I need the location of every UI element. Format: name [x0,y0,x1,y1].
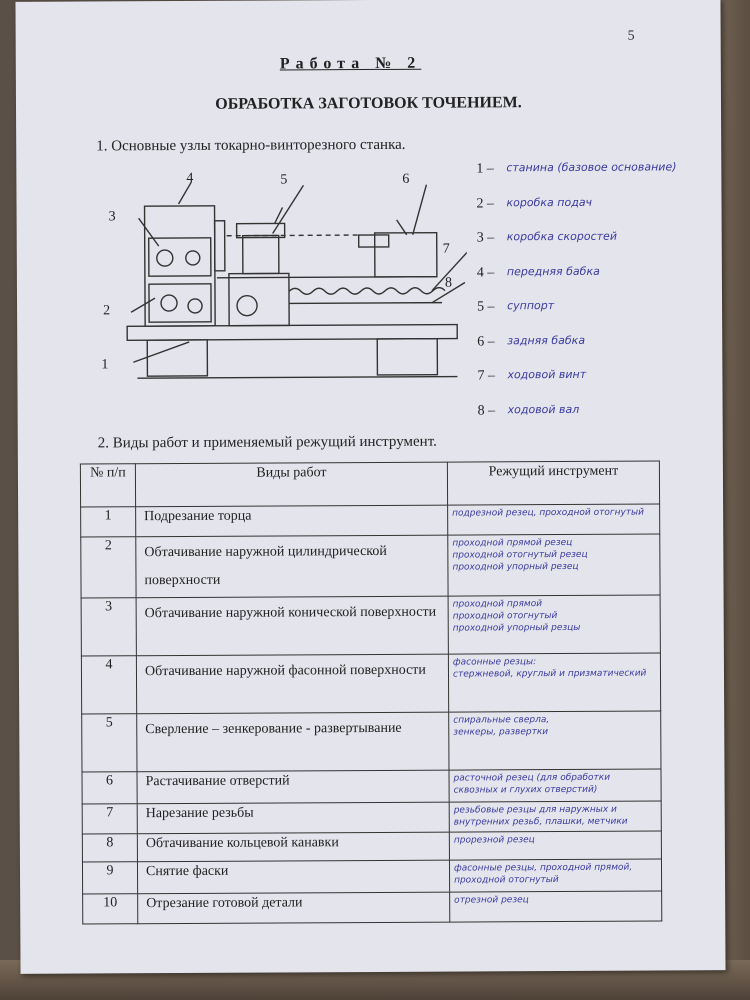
legend-item: 3 – коробка скоростей [476,229,617,246]
diagram-label-3: 3 [108,209,116,225]
table-row: 1 Подрезание торца подрезной резец, проходной отогнутый [81,504,660,537]
legend-item: 1 – станина (базовое основание) [476,160,677,177]
legend-item: 4 – передняя бабка [476,264,600,280]
table-row: 3 Обтачивание наружной конической поверхности проходной прямой проходной отогнутый проходной упорный резцы [81,595,660,656]
main-title: ОБРАБОТКА ЗАГОТОВОК ТОЧЕНИЕМ. [215,94,522,113]
lathe-diagram [96,164,467,396]
header-tool: Режущий инструмент [447,461,659,505]
legend-item: 6 – задняя бабка [477,333,586,349]
table-row: 4 Обтачивание наружной фасонной поверхности фасонные резцы: стержневой, круглый и призматический [81,653,660,714]
legend-item: 8 – ходовой вал [477,402,580,418]
page-number: 5 [627,28,635,44]
legend-item: 7 – ходовой винт [477,367,587,384]
table-row: 10 Отрезание готовой детали отрезной резец [83,891,662,924]
section1-heading: 1. Основные узлы токарно-винторезного станка. [96,136,406,155]
diagram-label-1: 1 [101,357,109,373]
diagram-legend [476,160,678,437]
table-row: 9 Снятие фаски фасонные резцы, проходной прямой, проходной отогнутый [82,859,661,894]
diagram-label-4: 4 [186,170,194,186]
diagram-label-7: 7 [442,241,450,257]
legend-item: 2 – коробка подач [476,195,593,211]
work-title: Работа № 2 [279,54,422,73]
document-page [15,0,725,974]
table-row: 7 Нарезание резьбы резьбовые резцы для наружных и внутренних резьб, плашки, метчики [82,801,661,834]
header-num: № п/п [80,464,135,507]
table-row: 5 Сверление – зенкерование - развертывание спиральные сверла, зенкеры, развертки [82,711,661,772]
diagram-label-6: 6 [402,171,410,187]
diagram-label-2: 2 [103,303,111,319]
diagram-label-8: 8 [444,275,452,291]
table-row: 8 Обтачивание кольцевой канавки прорезной резец [82,831,661,862]
work-table [80,460,662,924]
header-work: Виды работ [135,462,447,507]
legend-item: 5 – суппорт [477,299,555,315]
table-header [80,461,659,507]
section2-heading: 2. Виды работ и применяемый режущий инструмент. [97,433,437,452]
diagram-label-5: 5 [280,172,288,188]
table-row: 6 Растачивание отверстий расточной резец (для обработки сквозных и глухих отверстий) [82,769,661,804]
table-row: 2 Обтачивание наружной цилиндрической поверхности проходной прямой резец проходной отогнутый резец проходной упорный резец [81,534,660,598]
